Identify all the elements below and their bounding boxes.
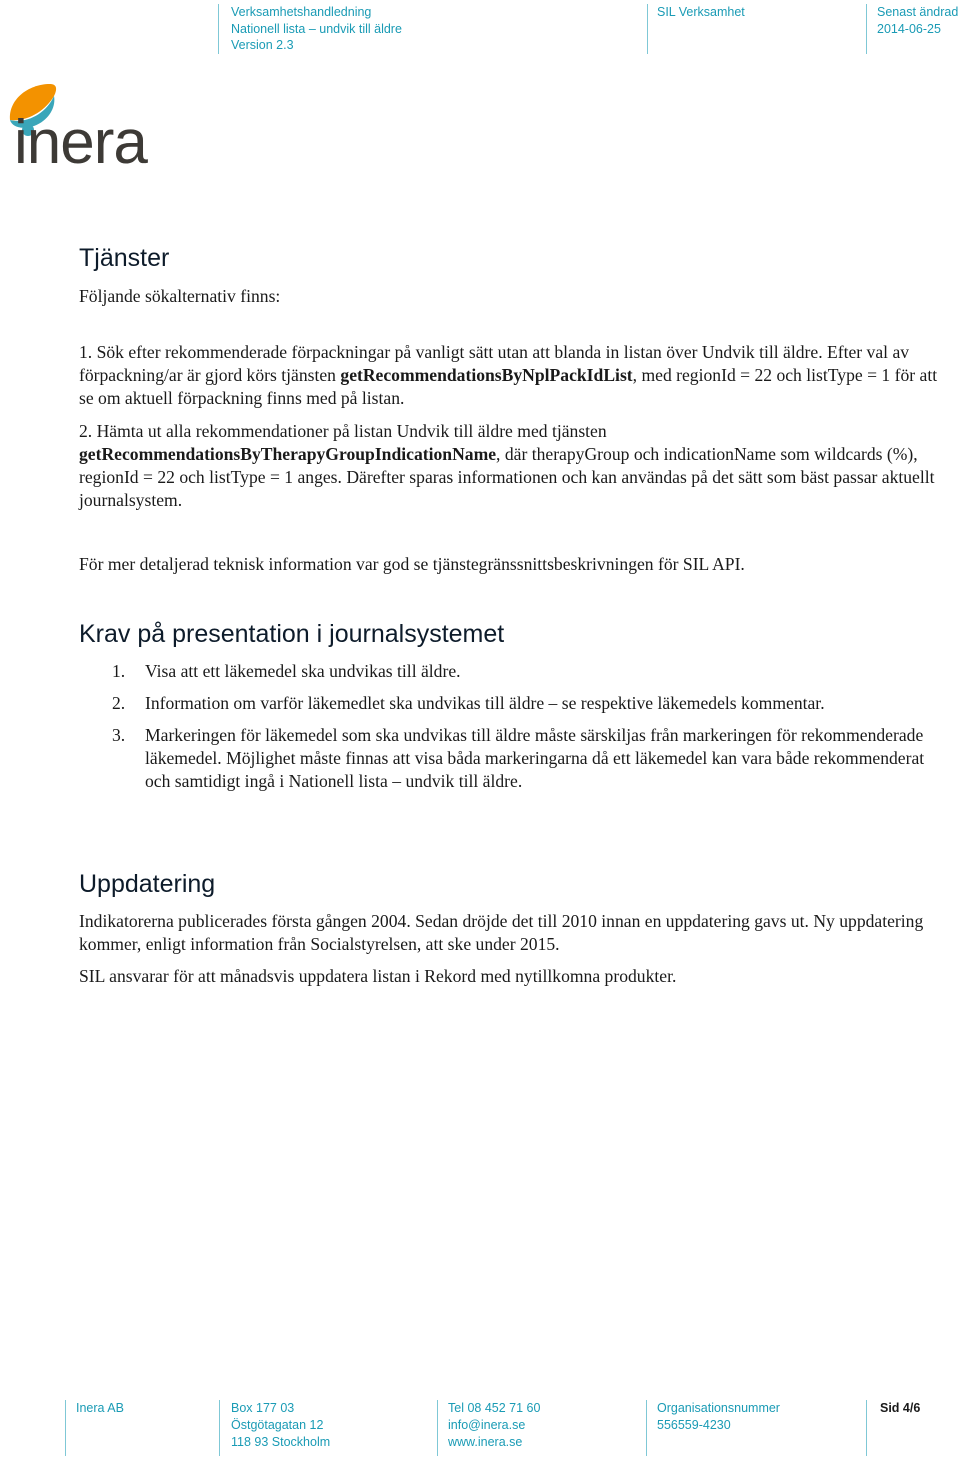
footer-org-label: Organisationsnummer [657,1401,780,1415]
footer-company: Inera AB [76,1401,124,1415]
services-item-2-post: , där therapyGroup och indicationName som wildcards (%), regionId = 22 och listType = 1 anges. Därefter sparas informationen och kan användas på det sätt som bäst passar aktuellt journalsystem. [79,444,935,510]
footer-org-number: 556559-4230 [657,1418,731,1432]
logo-wordmark: inera [14,108,147,177]
footer-company-col [76,1400,124,1417]
services-more-info: För mer detaljerad teknisk information var god se tjänstegränssnittsbeskrivningen för SIL API. [79,554,745,574]
header-owner: SIL Verksamhet [657,5,745,19]
list-text: Information om varför läkemedlet ska undvikas till äldre – se respektive läkemedels kommentar. [145,693,825,713]
update-paragraph-2: SIL ansvarar för att månadsvis uppdatera listan i Rekord med nytillkomna produkter. [79,966,677,986]
footer-address-col [231,1400,330,1451]
header-doc-type: Verksamhetshandledning [231,5,372,19]
header-changed-label: Senast ändrad [877,5,959,19]
footer-phone: Tel 08 452 71 60 [448,1401,541,1415]
services-intro: Följande sökalternativ finns: [79,286,281,306]
header-changed-date: 2014-06-25 [877,21,941,36]
services-item-1-method: getRecommendationsByNplPackIdList [340,365,633,385]
footer-address-1: Box 177 03 [231,1401,295,1415]
footer-divider [65,1400,66,1456]
header-divider [866,4,867,54]
footer-address-3: 118 93 Stockholm [231,1435,331,1449]
footer-page-col [880,1400,920,1417]
header-divider [647,4,648,54]
section-title-presentation: Krav på presentation i journalsystemet [79,620,505,648]
header-date-info [877,4,958,37]
footer-divider [866,1400,867,1456]
footer-divider [646,1400,647,1456]
services-item-1 [79,341,949,410]
header-owner-info [657,4,745,21]
list-number: 2. [112,693,126,713]
list-text: Markeringen för läkemedel som ska undvikas till äldre måste särskiljas från markeringen för rekommenderade läkemedel. Möjlighet måste finnas att visa båda markeringarna då ett läkemedel kan vara både rekommenderat och samtidigt ingå i Nationell lista – undvik till äldre. [145,725,925,791]
footer-divider [219,1400,220,1456]
section-title-update: Uppdatering [79,870,216,898]
update-paragraph-1: Indikatorerna publicerades första gången 2004. Sedan dröjde det till 2010 innan en uppdatering gavs ut. Ny uppdatering kommer, enligt information från Socialstyrelsen, att ske under 2015. [79,911,924,954]
services-item-1-post: , med regionId = 22 och listType = 1 för att se om aktuell förpackning finns med på listan. [79,365,938,408]
footer-web[interactable]: www.inera.se [448,1435,523,1449]
header-version: Version 2.3 [231,38,294,52]
footer-page-number: Sid 4/6 [880,1401,921,1415]
services-item-1-pre: 1. Sök efter rekommenderade förpackningar på vanligt sätt utan att blanda in listan över Undvik till äldre. Efter val av förpackning/ar är gjord körs tjänsten [79,342,910,385]
section-title-services: Tjänster [79,244,170,272]
header-document-info [231,4,402,54]
services-item-2-pre: 2. Hämta ut alla rekommendationer på listan Undvik till äldre med tjänsten [79,421,607,441]
services-item-2 [79,420,949,512]
services-item-2-method: getRecommendationsByTherapyGroupIndicationName [79,444,497,464]
footer-address-2: Östgötagatan 12 [231,1418,324,1432]
footer-contact-col [448,1400,540,1451]
footer-org-col [657,1400,780,1434]
footer-divider [437,1400,438,1456]
list-text: Visa att ett läkemedel ska undvikas till äldre. [145,661,461,681]
list-number: 3. [112,725,126,745]
footer-email[interactable]: info@inera.se [448,1418,526,1432]
header-divider [218,4,219,54]
header-doc-title: Nationell lista – undvik till äldre [231,21,402,36]
list-number: 1. [112,661,126,681]
